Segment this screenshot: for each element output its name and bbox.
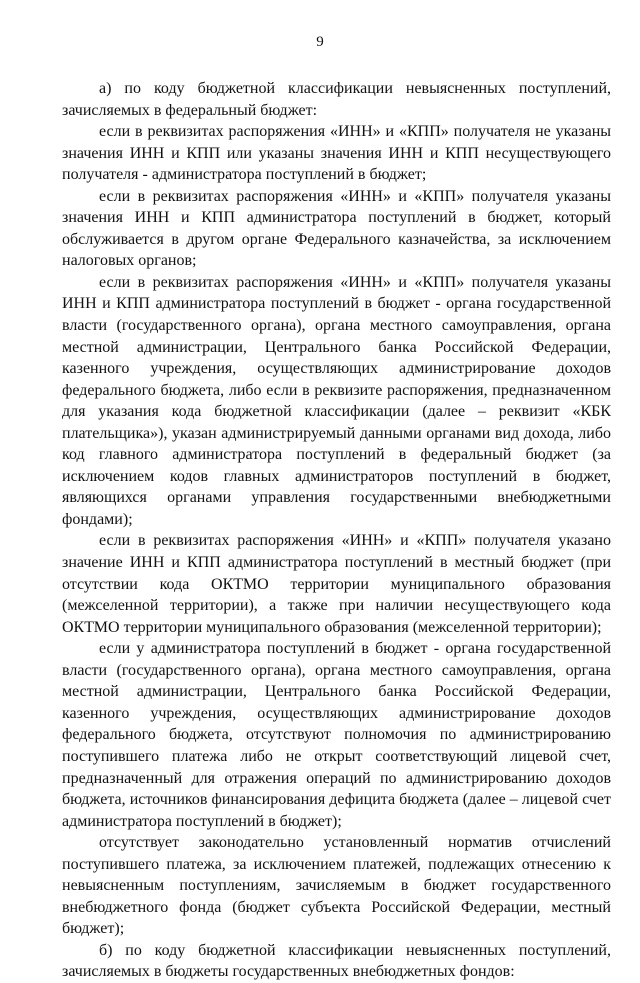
paragraph-b-heading: б) по коду бюджетной классификации невыясненных поступлений, зачисляемых в бюджеты государственных внебюджетных фондов: <box>62 941 611 981</box>
paragraph-no-standard: отсутствует законодательно установленный норматив отчислений поступившего платежа, за исключением платежей, подлежащих отнесению к невыясненным поступлениям, зачисляемым в бюджет государственного внебюджетного фонда (бюджет субъекта Российской Федерации, местный бюджет); <box>62 834 611 938</box>
paragraph-local-budget-oktmo: если в реквизитах распоряжения «ИНН» и «КПП» получателя указано значение ИНН и КПП администратора поступлений в местный бюджет (при отсутствии кода ОКТМО территории муниципального образования (межселенной территории), а также при наличии несуществующего кода ОКТМО территории муниципального образования (межселенной территории); <box>62 532 611 636</box>
paragraph-inn-kpp-not-specified: если в реквизитах распоряжения «ИНН» и «КПП» получателя не указаны значения ИНН и КПП или указаны значения ИНН и КПП несуществующего получателя - администратора поступлений в бюджет; <box>62 123 611 184</box>
paragraph-a-heading: а) по коду бюджетной классификации невыясненных поступлений, зачисляемых в федеральный бюджет: <box>62 80 611 119</box>
document-body <box>62 78 611 983</box>
paragraph-state-authority: если в реквизитах распоряжения «ИНН» и «КПП» получателя указаны ИНН и КПП администратора поступлений в бюджет - органа государственной власти (государственного органа), органа местного самоуправления, органа местной администрации, Центрального банка Российской Федерации, казенного учреждения, осуществляющих администрирование доходов федерального бюджета, либо если в реквизите распоряжения, предназначенном для указания кода бюджетной классификации (далее – реквизит «КБК плательщика»), указан администрируемый данными органами вид дохода, либо код главного администратора поступлений в федеральный бюджет (за исключением кодов главных администраторов поступлений в бюджет, являющихся органами управления государственными внебюджетными фондами); <box>62 273 611 528</box>
paragraph-no-authority: если у администратора поступлений в бюджет - органа государственной власти (государственного органа), органа местного самоуправления, органа местной администрации, Центрального банка Российской Федерации, казенного учреждения, осуществляющих администрирование доходов федерального бюджета, отсутствуют полномочия по администрированию поступившего платежа либо не открыт соответствующий лицевой счет, предназначенный для отражения операций по администрированию доходов бюджета, источников финансирования дефицита бюджета (далее – лицевой счет администратора поступлений в бюджет); <box>62 640 611 830</box>
page-number: 9 <box>316 34 324 50</box>
paragraph-other-treasury-body: если в реквизитах распоряжения «ИНН» и «КПП» получателя указаны значения ИНН и КПП администратора поступлений в бюджет, который обслуживается в другом органе Федерального казначейства, за исключением налоговых органов; <box>62 187 611 270</box>
